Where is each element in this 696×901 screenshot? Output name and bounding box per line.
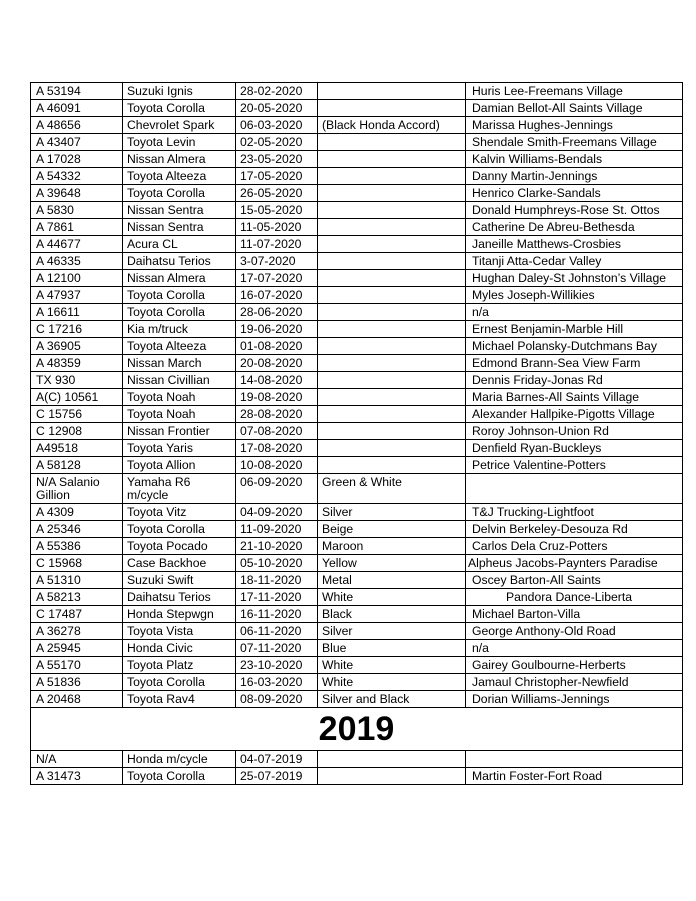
date-cell: 18-11-2020 [236,572,318,589]
owner-location-cell: Donald Humphreys-Rose St. Ottos [466,202,683,219]
vehicle-model-cell: Acura CL [123,236,236,253]
vehicle-model-cell: Toyota Corolla [123,185,236,202]
date-cell: 25-07-2019 [236,768,318,785]
vehicle-model-cell: Daihatsu Terios [123,253,236,270]
owner-location-cell: Michael Barton-Villa [466,606,683,623]
registration-cell: A 51836 [31,674,123,691]
colour-cell [318,270,466,287]
table-row [31,440,683,457]
registration-cell: A 7861 [31,219,123,236]
registration-cell: C 15756 [31,406,123,423]
owner-location-cell [466,751,683,768]
table-row [31,338,683,355]
table-row [31,83,683,100]
table-row [31,751,683,768]
year-row [31,708,683,751]
registration-cell: C 12908 [31,423,123,440]
colour-cell [318,321,466,338]
table-row [31,457,683,474]
vehicle-model-cell: Nissan Frontier [123,423,236,440]
colour-cell: Silver [318,504,466,521]
colour-cell [318,100,466,117]
table-row [31,100,683,117]
colour-cell [318,355,466,372]
table-row [31,287,683,304]
owner-location-cell: Martin Foster-Fort Road [466,768,683,785]
owner-location-cell: Hughan Daley-St Johnston’s Village [466,270,683,287]
colour-cell: Beige [318,521,466,538]
vehicle-table [30,82,683,785]
date-cell: 15-05-2020 [236,202,318,219]
registration-cell: A 36278 [31,623,123,640]
date-cell: 11-07-2020 [236,236,318,253]
owner-location-cell: Dorian Williams-Jennings [466,691,683,708]
owner-location-cell: Maria Barnes-All Saints Village [466,389,683,406]
date-cell: 16-03-2020 [236,674,318,691]
date-cell: 20-05-2020 [236,100,318,117]
table-row [31,623,683,640]
colour-cell [318,219,466,236]
vehicle-model-cell: Toyota Noah [123,389,236,406]
owner-location-cell: Alpheus Jacobs-Paynters Paradise [466,555,683,572]
vehicle-model-cell: Suzuki Swift [123,572,236,589]
registration-cell: A 46335 [31,253,123,270]
table-row [31,589,683,606]
registration-cell: C 17487 [31,606,123,623]
vehicle-model-cell: Toyota Rav4 [123,691,236,708]
registration-cell: A 47937 [31,287,123,304]
table-row [31,538,683,555]
date-cell: 17-07-2020 [236,270,318,287]
owner-location-cell: Gairey Goulbourne-Herberts [466,657,683,674]
vehicle-model-cell: Toyota Vista [123,623,236,640]
colour-cell [318,304,466,321]
registration-cell: A 12100 [31,270,123,287]
owner-location-cell: Catherine De Abreu-Bethesda [466,219,683,236]
date-cell: 26-05-2020 [236,185,318,202]
date-cell: 04-09-2020 [236,504,318,521]
date-cell: 08-09-2020 [236,691,318,708]
colour-cell [318,168,466,185]
date-cell: 16-07-2020 [236,287,318,304]
registration-cell: A 48656 [31,117,123,134]
colour-cell: Silver [318,623,466,640]
table-row [31,406,683,423]
registration-cell: A 4309 [31,504,123,521]
table-row [31,202,683,219]
owner-location-cell: Titanji Atta-Cedar Valley [466,253,683,270]
table-row [31,657,683,674]
vehicle-model-cell: Nissan March [123,355,236,372]
table-row [31,304,683,321]
vehicle-model-cell: Toyota Platz [123,657,236,674]
colour-cell: Maroon [318,538,466,555]
owner-location-cell: Janeille Matthews-Crosbies [466,236,683,253]
colour-cell [318,440,466,457]
owner-location-cell: Jamaul Christopher-Newfield [466,674,683,691]
date-cell: 28-06-2020 [236,304,318,321]
date-cell: 23-05-2020 [236,151,318,168]
date-cell: 16-11-2020 [236,606,318,623]
registration-cell: A 43407 [31,134,123,151]
colour-cell [318,372,466,389]
owner-location-cell: n/a [466,640,683,657]
colour-cell [318,457,466,474]
owner-location-cell: Roroy Johnson-Union Rd [466,423,683,440]
vehicle-model-cell: Toyota Alteeza [123,168,236,185]
table-row [31,168,683,185]
owner-location-cell: n/a [466,304,683,321]
table-row [31,674,683,691]
registration-cell: A 51310 [31,572,123,589]
table-row [31,640,683,657]
colour-cell [318,338,466,355]
registration-cell: N/A Salanio Gillion [31,474,123,504]
colour-cell: Green & White [318,474,466,504]
colour-cell [318,253,466,270]
table-row [31,521,683,538]
table-row [31,151,683,168]
colour-cell [318,185,466,202]
table-row [31,236,683,253]
vehicle-model-cell: Toyota Corolla [123,287,236,304]
registration-cell: A 54332 [31,168,123,185]
table-row [31,270,683,287]
owner-location-cell: T&J Trucking-Lightfoot [466,504,683,521]
date-cell: 23-10-2020 [236,657,318,674]
date-cell: 20-08-2020 [236,355,318,372]
table-row [31,606,683,623]
colour-cell [318,236,466,253]
table-row [31,372,683,389]
registration-cell: A 39648 [31,185,123,202]
colour-cell [318,423,466,440]
vehicle-model-cell: Toyota Vitz [123,504,236,521]
date-cell: 28-08-2020 [236,406,318,423]
registration-cell: A49518 [31,440,123,457]
registration-cell: A 36905 [31,338,123,355]
colour-cell [318,83,466,100]
vehicle-model-cell: Toyota Corolla [123,100,236,117]
vehicle-model-cell: Toyota Corolla [123,674,236,691]
colour-cell [318,751,466,768]
registration-cell: A 58213 [31,589,123,606]
date-cell: 06-11-2020 [236,623,318,640]
registration-cell: A 46091 [31,100,123,117]
vehicle-model-cell: Toyota Noah [123,406,236,423]
date-cell: 19-08-2020 [236,389,318,406]
date-cell: 06-09-2020 [236,474,318,504]
table-row [31,253,683,270]
date-cell: 14-08-2020 [236,372,318,389]
vehicle-model-cell: Toyota Corolla [123,304,236,321]
owner-location-cell: Denfield Ryan-Buckleys [466,440,683,457]
colour-cell [318,202,466,219]
table-row [31,355,683,372]
registration-cell: C 15968 [31,555,123,572]
owner-location-cell: Petrice Valentine-Potters [466,457,683,474]
vehicle-model-cell: Toyota Yaris [123,440,236,457]
registration-cell: A 25945 [31,640,123,657]
date-cell: 04-07-2019 [236,751,318,768]
vehicle-model-cell: Toyota Corolla [123,521,236,538]
date-cell: 11-05-2020 [236,219,318,236]
vehicle-model-cell: Nissan Almera [123,270,236,287]
date-cell: 17-11-2020 [236,589,318,606]
colour-cell [318,406,466,423]
colour-cell [318,287,466,304]
owner-location-cell: Damian Bellot-All Saints Village [466,100,683,117]
owner-location-cell: Pandora Dance-Liberta [466,589,683,606]
date-cell: 01-08-2020 [236,338,318,355]
colour-cell [318,151,466,168]
vehicle-model-cell: Nissan Sentra [123,202,236,219]
registration-cell: A 16611 [31,304,123,321]
vehicle-model-cell: Toyota Alteeza [123,338,236,355]
vehicle-model-cell: Toyota Pocado [123,538,236,555]
table-row [31,423,683,440]
colour-cell: Blue [318,640,466,657]
vehicle-model-cell: Honda Stepwgn [123,606,236,623]
registration-cell: A 17028 [31,151,123,168]
colour-cell: Metal [318,572,466,589]
colour-cell [318,134,466,151]
registration-cell: A 55386 [31,538,123,555]
date-cell: 17-08-2020 [236,440,318,457]
colour-cell: White [318,674,466,691]
table-row [31,572,683,589]
vehicle-model-cell: Chevrolet Spark [123,117,236,134]
colour-cell [318,389,466,406]
registration-cell: A 53194 [31,83,123,100]
registration-cell: A 58128 [31,457,123,474]
rows-2019 [31,751,683,785]
registration-cell: A 31473 [31,768,123,785]
table-row [31,504,683,521]
owner-location-cell: Carlos Dela Cruz-Potters [466,538,683,555]
date-cell: 3-07-2020 [236,253,318,270]
owner-location-cell: Shendale Smith-Freemans Village [466,134,683,151]
table-row [31,134,683,151]
year-section [31,708,683,751]
owner-location-cell: Huris Lee-Freemans Village [466,83,683,100]
owner-location-cell: Michael Polansky-Dutchmans Bay [466,338,683,355]
date-cell: 28-02-2020 [236,83,318,100]
colour-cell [318,768,466,785]
owner-location-cell: Alexander Hallpike-Pigotts Village [466,406,683,423]
owner-location-cell: Edmond Brann-Sea View Farm [466,355,683,372]
owner-location-cell [466,474,683,504]
colour-cell: Black [318,606,466,623]
date-cell: 10-08-2020 [236,457,318,474]
vehicle-model-cell: Kia m/truck [123,321,236,338]
registration-cell: N/A [31,751,123,768]
owner-location-cell: Kalvin Williams-Bendals [466,151,683,168]
colour-cell: White [318,589,466,606]
owner-location-cell: Henrico Clarke-Sandals [466,185,683,202]
date-cell: 05-10-2020 [236,555,318,572]
table-row [31,117,683,134]
vehicle-model-cell: Toyota Allion [123,457,236,474]
table-row [31,691,683,708]
owner-location-cell: George Anthony-Old Road [466,623,683,640]
registration-cell: A 44677 [31,236,123,253]
date-cell: 11-09-2020 [236,521,318,538]
vehicle-model-cell: Toyota Corolla [123,768,236,785]
registration-cell: A 48359 [31,355,123,372]
owner-location-cell: Myles Joseph-Willikies [466,287,683,304]
date-cell: 07-11-2020 [236,640,318,657]
registration-cell: A 20468 [31,691,123,708]
owner-location-cell: Dennis Friday-Jonas Rd [466,372,683,389]
rows-2020 [31,83,683,708]
registration-cell: TX 930 [31,372,123,389]
table-row [31,555,683,572]
colour-cell: (Black Honda Accord) [318,117,466,134]
owner-location-cell: Oscey Barton-All Saints [466,572,683,589]
vehicle-model-cell: Honda m/cycle [123,751,236,768]
date-cell: 19-06-2020 [236,321,318,338]
vehicle-model-cell: Nissan Civillian [123,372,236,389]
owner-location-cell: Danny Martin-Jennings [466,168,683,185]
registration-cell: A 25346 [31,521,123,538]
vehicle-model-cell: Toyota Levin [123,134,236,151]
registration-cell: A(C) 10561 [31,389,123,406]
registration-cell: A 55170 [31,657,123,674]
table-row [31,321,683,338]
owner-location-cell: Ernest Benjamin-Marble Hill [466,321,683,338]
owner-location-cell: Marissa Hughes-Jennings [466,117,683,134]
vehicle-model-cell: Case Backhoe [123,555,236,572]
year-heading: 2019 [31,708,683,751]
colour-cell: White [318,657,466,674]
registration-cell: A 5830 [31,202,123,219]
vehicle-model-cell: Daihatsu Terios [123,589,236,606]
vehicle-model-cell: Nissan Sentra [123,219,236,236]
table-row [31,474,683,504]
table-row [31,389,683,406]
date-cell: 07-08-2020 [236,423,318,440]
date-cell: 17-05-2020 [236,168,318,185]
date-cell: 06-03-2020 [236,117,318,134]
table-row [31,219,683,236]
colour-cell: Silver and Black [318,691,466,708]
colour-cell: Yellow [318,555,466,572]
registration-cell: C 17216 [31,321,123,338]
owner-location-cell: Delvin Berkeley-Desouza Rd [466,521,683,538]
table-row [31,768,683,785]
table-row [31,185,683,202]
vehicle-model-cell: Suzuki Ignis [123,83,236,100]
date-cell: 02-05-2020 [236,134,318,151]
vehicle-model-cell: Honda Civic [123,640,236,657]
vehicle-model-cell: Nissan Almera [123,151,236,168]
date-cell: 21-10-2020 [236,538,318,555]
vehicle-model-cell: Yamaha R6 m/cycle [123,474,236,504]
